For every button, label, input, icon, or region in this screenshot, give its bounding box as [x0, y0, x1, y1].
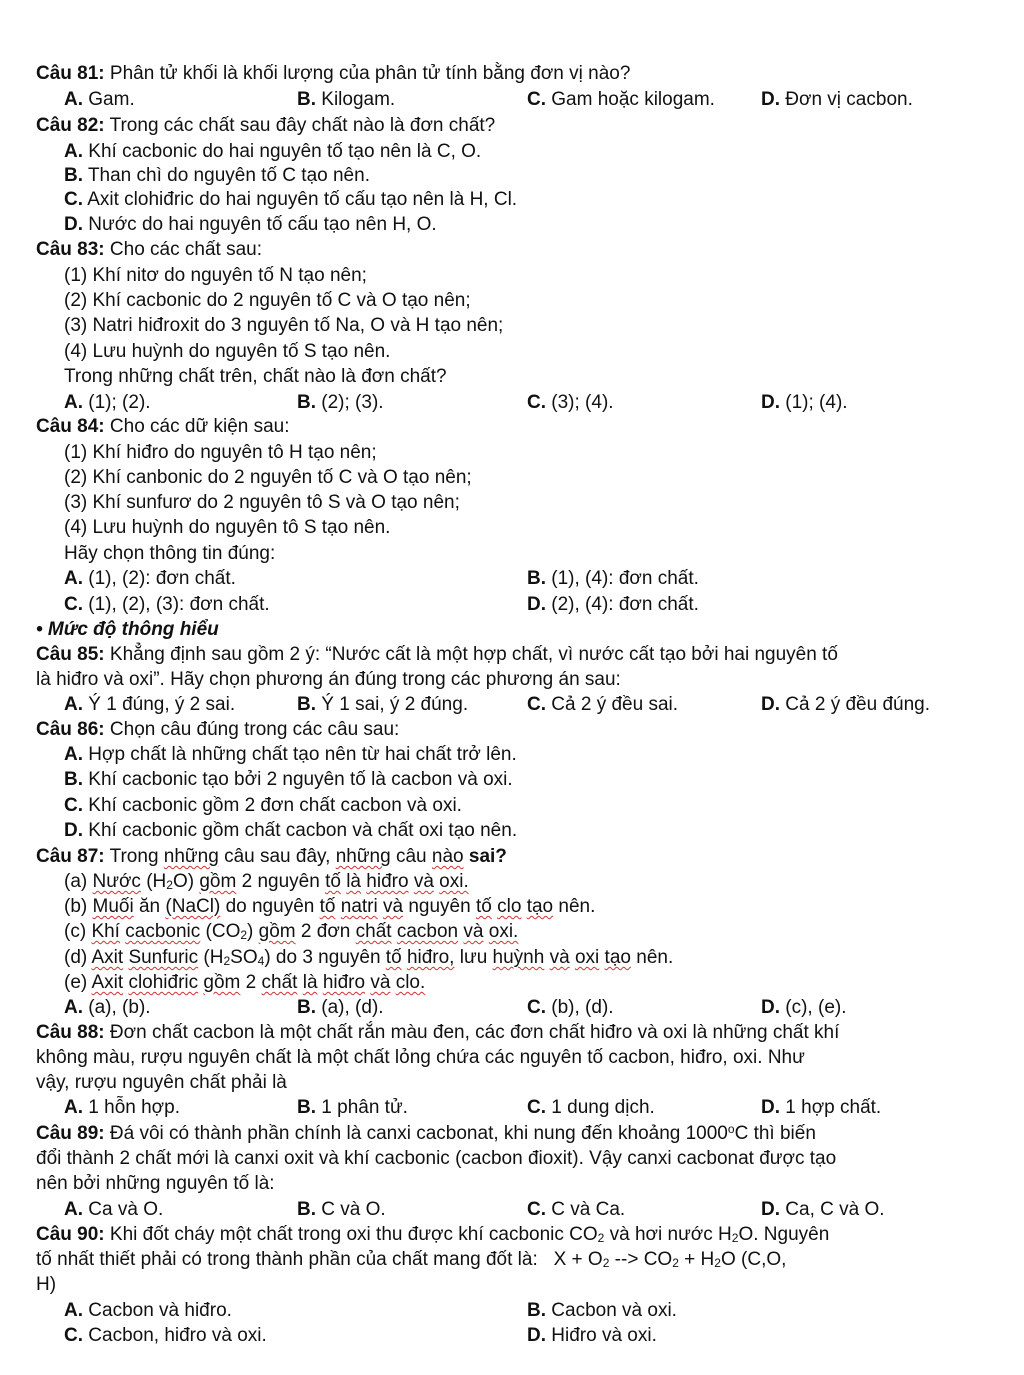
item-84-2: (2) Khí canbonic do 2 nguyên tố C và O tạo nên;	[64, 467, 472, 488]
prompt-84: Hãy chọn thông tin đúng:	[64, 543, 276, 564]
item-84-3: (3) Khí sunfurơ do 2 nguyên tô S và O tạo nên;	[64, 492, 460, 513]
question-89-cont1: đổi thành 2 chất mới là canxi oxit và khí cacbonic (cacbon đioxit). Vậy canxi cacbonat được tạo	[36, 1148, 837, 1169]
option-83-a: A. (1); (2).	[64, 392, 151, 413]
option-85-d: D. Cả 2 ý đều đúng.	[761, 694, 930, 715]
option-84-c: C. (1), (2), (3): đơn chất.	[64, 594, 270, 615]
question-88-cont1: không màu, rượu nguyên chất là một chất lỏng chứa các nguyên tố cacbon, hiđro, oxi. Như	[36, 1047, 805, 1068]
question-89-cont2: nên bởi những nguyên tố là:	[36, 1173, 275, 1194]
option-81-a: A. Gam.	[64, 89, 135, 110]
option-88-c: C. 1 dung dịch.	[527, 1097, 655, 1118]
item-83-4: (4) Lưu huỳnh do nguyên tố S tạo nên.	[64, 341, 391, 362]
option-89-b: B. C và O.	[297, 1199, 386, 1220]
option-85-a: A. Ý 1 đúng, ý 2 sai.	[64, 694, 236, 715]
question-84: Câu 84: Cho các dữ kiện sau:	[36, 416, 290, 437]
option-81-b: B. Kilogam.	[297, 89, 396, 110]
option-90-c: C. Cacbon, hiđro và oxi.	[64, 1325, 267, 1346]
option-89-a: A. Ca và O.	[64, 1199, 164, 1220]
statement-87-e: (e) Axit clohiđric gồm 2 chất là hiđro và clo.	[64, 972, 426, 993]
question-82: Câu 82: Trong các chất sau đây chất nào là đơn chất?	[36, 115, 496, 136]
option-89-c: C. C và Ca.	[527, 1199, 626, 1220]
item-83-2: (2) Khí cacbonic do 2 nguyên tố C và O tạo nên;	[64, 290, 471, 311]
statement-87-d: (d) Axit Sunfuric $(H_2SO_4)$ do 3 nguyên tố hiđro, lưu huỳnh và oxi tạo nên.	[64, 947, 674, 968]
question-90-cont2: H)	[36, 1274, 57, 1295]
statement-87-c: (c) Khí cacbonic $(CO_2)$ gồm 2 đơn chất cacbon và oxi.	[64, 921, 519, 942]
option-90-d: D. Hiđro và oxi.	[527, 1325, 657, 1346]
section-heading: • Mức độ thông hiểu	[36, 619, 219, 640]
question-81: Câu 81: Phân tử khối là khối lượng của phân tử tính bằng đơn vị nào?	[36, 63, 631, 84]
option-87-b: B. (a), (d).	[297, 997, 384, 1018]
question-89: Câu 89: Đá vôi có thành phần chính là canxi cacbonat, khi nung đến khoảng 1000$^o$C thì biến	[36, 1122, 816, 1144]
option-82-a: A. Khí cacbonic do hai nguyên tố tạo nên là C, O.	[64, 141, 482, 162]
prompt-83: Trong những chất trên, chất nào là đơn chất?	[64, 366, 447, 387]
option-89-d: D. Ca, C và O.	[761, 1199, 885, 1220]
option-87-c: C. (b), (d).	[527, 997, 614, 1018]
option-81-d: D. Đơn vị cacbon.	[761, 89, 913, 110]
option-86-d: D. Khí cacbonic gồm chất cacbon và chất oxi tạo nên.	[64, 820, 518, 841]
equation: $X + O_2$ --> $CO_2 + H_2O$ (C,O,	[553, 1249, 787, 1270]
option-86-c: C. Khí cacbonic gồm 2 đơn chất cacbon và oxi.	[64, 795, 462, 816]
option-90-b: B. Cacbon và oxi.	[527, 1300, 677, 1321]
question-88-cont2: vậy, rượu nguyên chất phải là	[36, 1072, 287, 1093]
option-84-d: D. (2), (4): đơn chất.	[527, 594, 699, 615]
question-85: Câu 85: Khẳng định sau gồm 2 ý: “Nước cất là một hợp chất, vì nước cất tạo bởi hai nguyên tố	[36, 644, 838, 665]
statement-87-b: (b) Muối ăn (NaCl) do nguyên tố natri và nguyên tố clo tạo nên.	[64, 896, 596, 917]
option-88-b: B. 1 phân tử.	[297, 1097, 408, 1118]
item-84-1: (1) Khí hiđro do nguyên tô H tạo nên;	[64, 442, 377, 463]
question-85-cont: là hiđro và oxi”. Hãy chọn phương án đúng trong các phương án sau:	[36, 669, 621, 690]
item-84-4: (4) Lưu huỳnh do nguyên tô S tạo nên.	[64, 517, 391, 538]
option-88-d: D. 1 hợp chất.	[761, 1097, 882, 1118]
question-90-cont1: tố nhất thiết phải có trong thành phần của chất mang đốt là: $X + O_2$ --> $CO_2 + H_2O$ (C,O,	[36, 1249, 787, 1270]
statement-87-a: (a) Nước $(H_2O)$ gồm 2 nguyên tố là hiđro và oxi.	[64, 871, 469, 892]
option-85-c: C. Cả 2 ý đều sai.	[527, 694, 679, 715]
question-90: Câu 90: Khi đốt cháy một chất trong oxi thu được khí cacbonic $CO_2$ và hơi nước $H_2O$. Nguyên	[36, 1224, 830, 1245]
item-83-3: (3) Natri hiđroxit do 3 nguyên tố Na, O và H tạo nên;	[64, 315, 504, 336]
option-84-b: B. (1), (4): đơn chất.	[527, 568, 699, 589]
option-86-a: A. Hợp chất là những chất tạo nên từ hai chất trở lên.	[64, 744, 517, 765]
option-83-b: B. (2); (3).	[297, 392, 384, 413]
question-88: Câu 88: Đơn chất cacbon là một chất rắn màu đen, các đơn chất hiđro và oxi là những chất khí	[36, 1022, 840, 1043]
option-83-c: C. (3); (4).	[527, 392, 614, 413]
question-86: Câu 86: Chọn câu đúng trong các câu sau:	[36, 719, 400, 740]
item-83-1: (1) Khí nitơ do nguyên tố N tạo nên;	[64, 265, 367, 286]
question-87: Câu 87: Trong những câu sau đây, những câu nào sai?	[36, 846, 507, 867]
option-82-d: D. Nước do hai nguyên tố cấu tạo nên H, O.	[64, 214, 437, 235]
question-83: Câu 83: Cho các chất sau:	[36, 239, 263, 260]
option-88-a: A. 1 hỗn hợp.	[64, 1097, 180, 1118]
option-85-b: B. Ý 1 sai, ý 2 đúng.	[297, 694, 469, 715]
option-83-d: D. (1); (4).	[761, 392, 848, 413]
option-87-d: D. (c), (e).	[761, 997, 847, 1018]
option-82-c: C. Axit clohiđric do hai nguyên tố cấu tạo nên là H, Cl.	[64, 189, 518, 210]
option-90-a: A. Cacbon và hiđro.	[64, 1300, 232, 1321]
option-81-c: C. Gam hoặc kilogam.	[527, 89, 715, 110]
option-86-b: B. Khí cacbonic tạo bởi 2 nguyên tố là cacbon và oxi.	[64, 769, 513, 790]
option-87-a: A. (a), (b).	[64, 997, 151, 1018]
option-82-b: B. Than chì do nguyên tố C tạo nên.	[64, 165, 370, 186]
option-84-a: A. (1), (2): đơn chất.	[64, 568, 236, 589]
